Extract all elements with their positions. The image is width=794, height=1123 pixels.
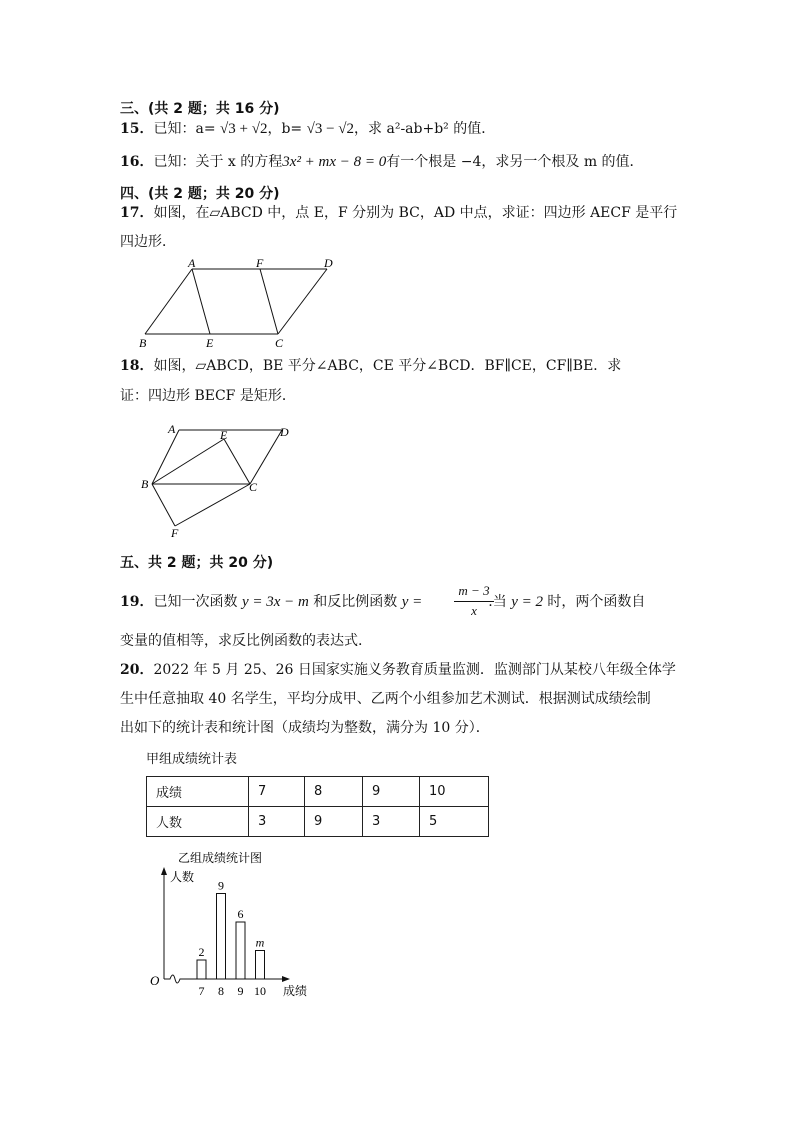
question-text: 2022 年 5 月 25、26 日国家实施义务教育质量监测．监测部门从某校八年级全体学 <box>153 662 676 678</box>
question-text: ，求 a²-ab+b² 的值． <box>354 121 496 137</box>
table-cell: 5 <box>420 807 489 837</box>
x-tick-label-10: 10 <box>254 984 266 998</box>
bar-10 <box>256 951 265 980</box>
question-number: 20． <box>120 662 154 678</box>
linear-function: y = 3x − m <box>241 594 309 610</box>
label-b: B <box>141 477 149 491</box>
label-a: A <box>188 256 196 270</box>
fraction-denominator: x <box>471 603 477 618</box>
segment-fc <box>260 269 278 334</box>
data-label-8: 9 <box>218 878 224 893</box>
x-axis-arrow <box>282 976 290 982</box>
question-number: 17． <box>120 205 154 221</box>
question-20-line-2: 生中任意抽取 40 名学生，平均分成甲、乙两个小组参加艺术测试．根据测试成绩绘制 <box>120 691 651 707</box>
a-expression: √3 + √2 <box>220 121 268 137</box>
side-dc <box>278 269 327 334</box>
label-f: F <box>171 526 179 540</box>
equation: 3x² + mx − 8 = 0 <box>282 154 387 170</box>
question-text: 如图，在▱ABCD 中，点 E，F 分别为 BC，AD 中点，求证：四边形 AECF 是平行 <box>153 205 678 221</box>
question-number: 19． <box>120 594 154 610</box>
question-text: 有一个根是 −4，求另一个根及 m 的值． <box>386 154 644 170</box>
table-cell: 9 <box>305 807 363 837</box>
figure-rectangle-becf <box>135 420 305 545</box>
question-text: 已知：a= <box>153 121 221 137</box>
question-18-line-1 <box>120 356 621 376</box>
question-20-line-3: 出如下的统计表和统计图（成绩均为整数，满分为 10 分）． <box>120 720 490 736</box>
label-e: E <box>220 428 228 442</box>
bar-7 <box>197 960 206 979</box>
table-title: 甲组成绩统计表 <box>146 752 238 767</box>
origin-label: O <box>150 973 160 988</box>
table-cell: 7 <box>249 777 305 807</box>
question-text: 已知：关于 x 的方程 <box>153 154 283 170</box>
bar-9 <box>236 922 245 979</box>
data-label-9: 6 <box>237 907 244 921</box>
fraction <box>450 583 498 618</box>
label-d: D <box>324 256 333 270</box>
fraction-numerator: m − 3 <box>458 583 490 598</box>
table-cell: 3 <box>363 807 420 837</box>
section-3-heading: 三、(共 2 题；共 16 分) <box>120 101 280 117</box>
side-ab <box>145 269 192 334</box>
condition: y = 2 <box>511 594 543 610</box>
segment-fc <box>175 484 250 526</box>
table-cell: 10 <box>420 777 489 807</box>
question-17-line-2: 四边形． <box>120 234 176 250</box>
label-e: E <box>206 336 214 350</box>
question-19-line-1 <box>120 592 645 612</box>
question-text: .当 <box>488 594 512 610</box>
bar-8 <box>217 894 226 980</box>
x-tick-label-9: 9 <box>237 984 244 998</box>
question-15 <box>120 119 495 139</box>
bar-chart <box>140 845 340 1005</box>
table-row <box>147 777 489 807</box>
b-expression: √3 − √2 <box>306 121 355 137</box>
data-label-10: m <box>255 935 265 950</box>
table-cell: 人数 <box>147 807 249 837</box>
question-text: 和反比例函数 <box>308 594 402 610</box>
segment-ae <box>192 269 210 334</box>
label-c: C <box>249 480 258 494</box>
inverse-function-lhs: y = <box>401 594 423 610</box>
question-number: 16． <box>120 154 154 170</box>
data-label-7: 2 <box>198 945 205 959</box>
x-tick-label-7: 7 <box>198 984 205 998</box>
question-text: 时，两个函数自 <box>542 594 646 610</box>
label-b: B <box>139 336 147 350</box>
question-number: 18． <box>120 358 154 374</box>
question-text: 如图，▱ABCD，BE 平分∠ABC，CE 平分∠BCD．BF∥CE，CF∥BE．求 <box>153 358 622 374</box>
table-cell: 8 <box>305 777 363 807</box>
question-20-line-1 <box>120 660 676 680</box>
figure-parallelogram-aecf <box>130 255 350 355</box>
section-5-heading: 五、共 2 题；共 20 分) <box>120 555 274 571</box>
section-4-heading: 四、(共 2 题；共 20 分) <box>120 186 280 202</box>
question-16 <box>120 152 644 172</box>
label-d: D <box>280 425 289 439</box>
score-table <box>146 776 489 837</box>
question-18-line-2: 证：四边形 BECF 是矩形． <box>120 388 296 404</box>
label-f: F <box>256 256 264 270</box>
segment-ec <box>224 439 250 484</box>
table-row <box>147 807 489 837</box>
x-tick-label-8: 8 <box>218 984 224 998</box>
table-cell: 9 <box>363 777 420 807</box>
y-axis-label: 人数 <box>170 870 195 884</box>
side-dc <box>250 430 282 484</box>
label-a: A <box>168 422 176 436</box>
question-17-line-1 <box>120 203 677 223</box>
chart-title: 乙组成绩统计图 <box>178 851 263 865</box>
table-cell: 成绩 <box>147 777 249 807</box>
y-axis-arrow <box>161 867 167 875</box>
table-cell: 3 <box>249 807 305 837</box>
fraction-bar <box>454 601 494 602</box>
question-text: 已知一次函数 <box>153 594 242 610</box>
question-19-line-2: 变量的值相等，求反比例函数的表达式. <box>120 633 363 649</box>
question-number: 15． <box>120 121 154 137</box>
label-c: C <box>275 336 284 350</box>
x-axis-label: 成绩 <box>283 984 308 998</box>
segment-bf <box>152 484 175 526</box>
question-text: ，b= <box>267 121 307 137</box>
